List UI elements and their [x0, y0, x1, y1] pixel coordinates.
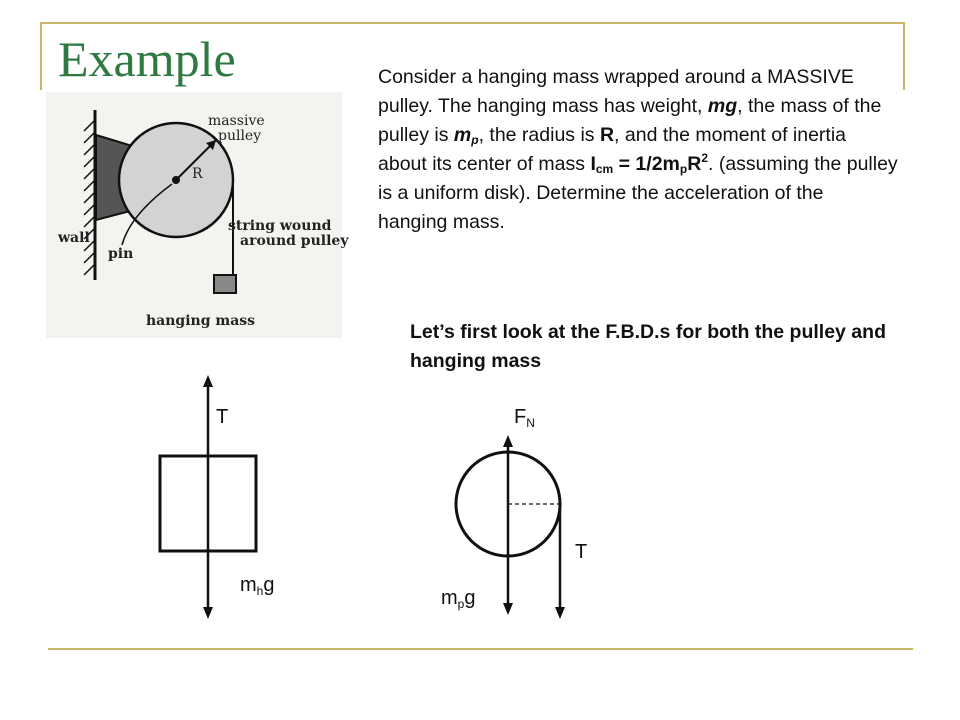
symbol-Icm-sub: cm [595, 162, 614, 176]
pulley-tension-label: T [575, 541, 588, 563]
problem-part-3: , the radius is [478, 124, 600, 146]
pulley-tension-arrowhead [555, 607, 565, 619]
symbol-mp: m [453, 124, 472, 146]
Icm-R: R [687, 153, 702, 175]
hanging-block [214, 275, 236, 293]
problem-part-2: , the mass of the pulley is [378, 95, 882, 146]
Icm-mass-sub: p [679, 162, 688, 176]
symbol-R: R [599, 124, 615, 146]
label-wall: wall [58, 230, 90, 246]
problem-statement [378, 63, 898, 237]
fbd-intro-text: Let’s first look at the F.B.D.s for both the pulley and hanging mass [410, 321, 886, 372]
Icm-equals: = 1/2m [613, 153, 680, 175]
label-string-2: around pulley [240, 233, 349, 249]
label-hanging-mass: hanging mass [146, 313, 256, 329]
label-pin: pin [108, 246, 134, 262]
label-R: R [192, 166, 203, 182]
Icm-exponent: 2 [701, 151, 708, 165]
normal-arrowhead [503, 435, 513, 447]
pulley-weight-arrowhead [503, 603, 513, 615]
hanging-tension-label: T [216, 406, 229, 428]
weight-arrowhead [203, 607, 213, 619]
problem-part-5: . (assuming the pulley is a uniform disk). Determine the acceleration of the hanging mass. [378, 153, 898, 233]
problem-part-1: Consider a hanging mass wrapped around a MASSIVE pulley. The hanging mass has weight, [378, 66, 854, 117]
symbol-mg: mg [707, 95, 738, 117]
problem-part-4: , and the moment of inertia about its center of mass [378, 124, 847, 175]
label-string-1: string wound [228, 218, 332, 234]
symbol-Icm: I [590, 153, 596, 175]
tension-arrowhead [203, 375, 213, 387]
pulley-weight-label: $m_pg$ [441, 587, 476, 611]
pulley-normal-label: $F_N$ [514, 406, 535, 430]
label-pulley: pulley [218, 128, 262, 144]
hanging-weight-label: $m_hg$ [240, 574, 275, 598]
slide-title: Example [58, 31, 236, 87]
symbol-mp-sub: p [471, 133, 479, 147]
label-massive: massive [208, 113, 265, 129]
